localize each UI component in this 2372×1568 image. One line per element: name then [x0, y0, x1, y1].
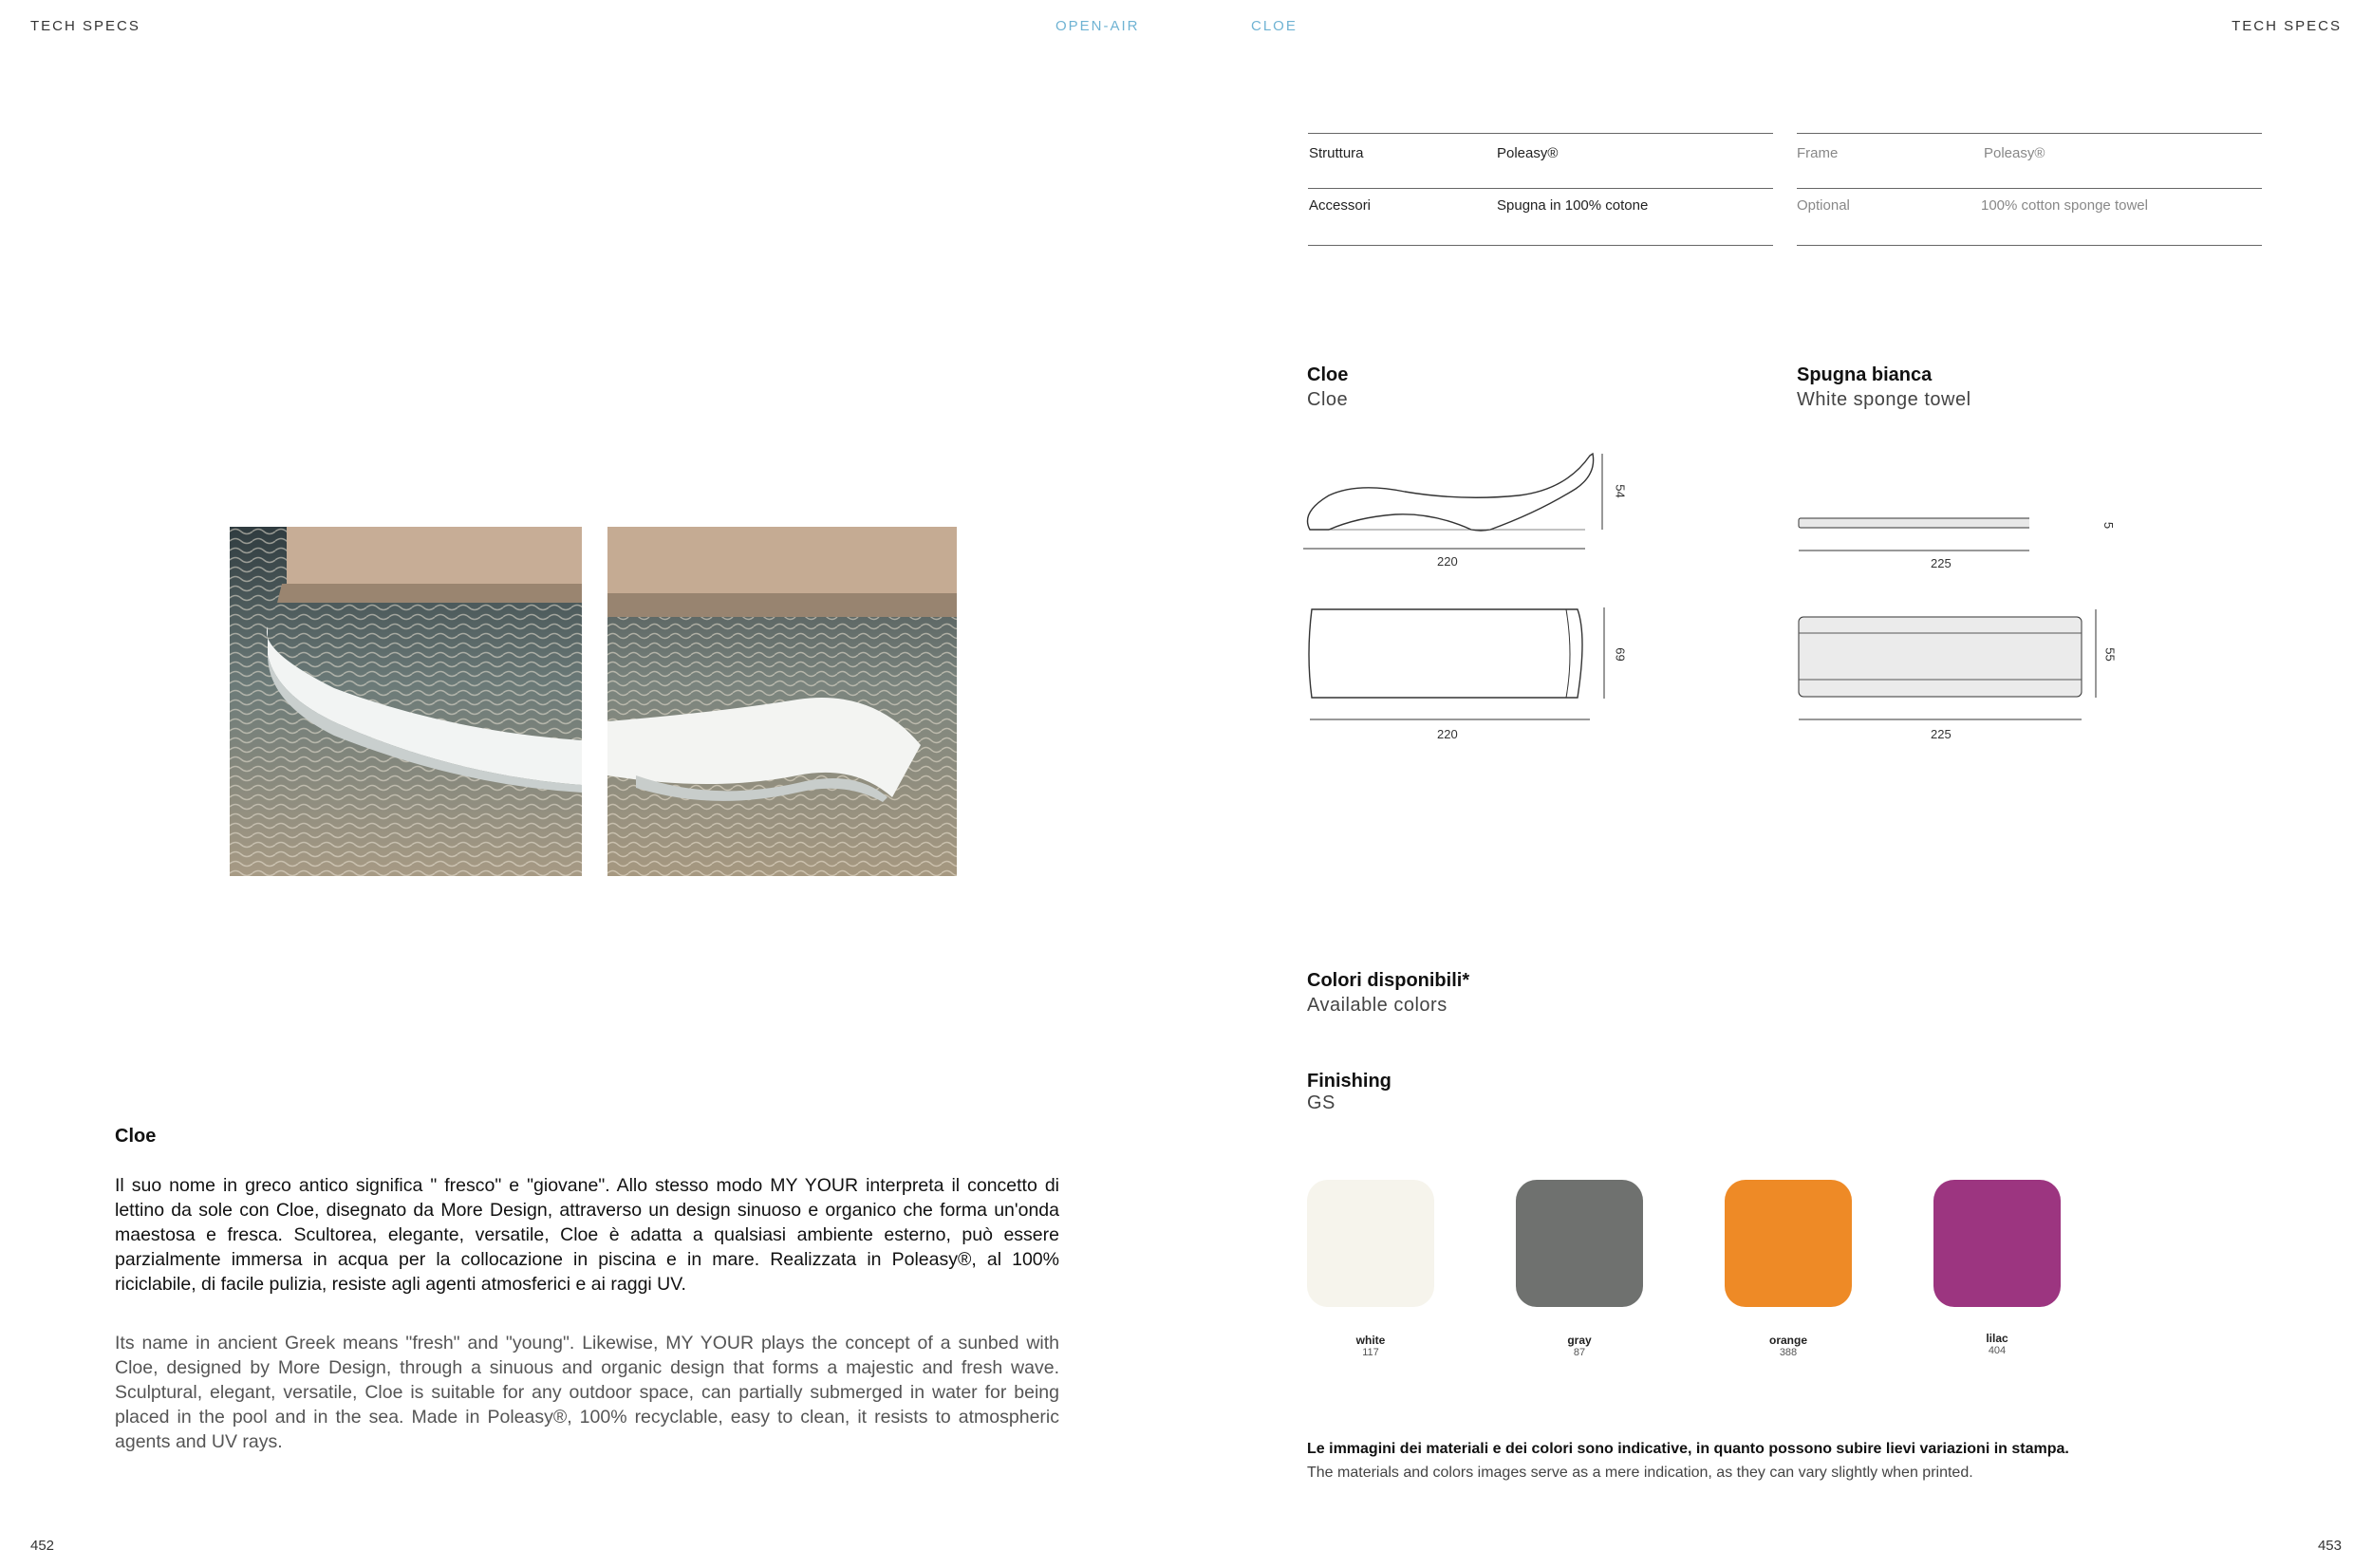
towel-top-outline — [1799, 617, 2082, 697]
cloe-side-profile — [1308, 454, 1594, 531]
page-number-left: 452 — [30, 1538, 55, 1554]
header-section[interactable]: OPEN-AIR — [1055, 18, 1140, 34]
product-towel-title: Spugna bianca — [1797, 364, 1933, 385]
disclaimer-english: The materials and colors images serve as a mere indication, as they can vary slightly when printed. — [1307, 1465, 1973, 1481]
cloe-top-depth-label: 69 — [1613, 647, 1628, 662]
swatch-name: gray — [1567, 1334, 1592, 1347]
product-towel-subtitle: White sponge towel — [1797, 389, 1971, 410]
spec-label: Frame — [1797, 145, 1839, 161]
spec-label: Accessori — [1309, 197, 1372, 214]
swatch-white[interactable] — [1307, 1180, 1434, 1307]
disclaimer-italian: Le immagini dei materiali e dei colori sono indicative, in quanto possono subire lievi variazioni in stampa. — [1307, 1441, 2069, 1457]
towel-top-width-label: 225 — [1931, 727, 1952, 741]
swatch-orange[interactable] — [1725, 1180, 1852, 1307]
description-title: Cloe — [115, 1126, 157, 1147]
product-photo-1 — [230, 527, 582, 876]
finishing-value: GS — [1307, 1092, 1335, 1113]
spec-value: 100% cotton sponge towel — [1981, 197, 2148, 214]
swatch-code: 404 — [1988, 1345, 2007, 1356]
swatch-lilac[interactable] — [1933, 1180, 2061, 1307]
colors-title: Colori disponibili* — [1307, 970, 1470, 991]
spec-value: Poleasy® — [1984, 145, 2045, 161]
spec-label: Struttura — [1309, 145, 1364, 161]
spec-value: Poleasy® — [1497, 145, 1559, 161]
description-english: Its name in ancient Greek means "fresh" and "young". Likewise, MY YOUR plays the concept of a sunbed with Cloe, designed by More Design, through a sinuous and organic design that forms a majestic and fresh wave. Sculptural, elegant, versatile, Cloe is suitable for any outdoor space, can partially submerged in water for being placed in the pool and in the sea. Made in Poleasy®, 100% recyclable, easy to clean, it resists to atmospheric agents and UV rays. — [115, 1333, 1059, 1452]
towel-top-depth-label: 55 — [2102, 647, 2118, 662]
swatch-code: 87 — [1573, 1347, 1586, 1358]
swatch-name: lilac — [1986, 1332, 2008, 1345]
finishing-label: Finishing — [1307, 1071, 1391, 1092]
swatch-gray[interactable] — [1516, 1180, 1643, 1307]
colors-subtitle: Available colors — [1307, 995, 1447, 1016]
swatch-name: white — [1355, 1334, 1386, 1347]
towel-top-drawing — [1792, 503, 2115, 750]
product-cloe-subtitle: Cloe — [1307, 389, 1349, 410]
swatch-code: 117 — [1362, 1347, 1379, 1358]
page-number-right: 453 — [2317, 1538, 2342, 1554]
table-rule — [1797, 188, 2262, 189]
table-rule — [1797, 245, 2262, 246]
cloe-side-width-label: 220 — [1437, 554, 1458, 569]
header-right: TECH SPECS — [2232, 18, 2342, 34]
product-cloe-title: Cloe — [1307, 364, 1349, 385]
cloe-drawings — [1300, 446, 1633, 750]
header-left: TECH SPECS — [30, 18, 140, 34]
spec-label: Optional — [1797, 197, 1850, 214]
table-rule — [1797, 133, 2262, 134]
description-italian: Il suo nome in greco antico significa " fresco" e "giovane". Allo stesso modo MY YOUR interpreta il concetto di lettino da sole con Cloe, disegnato da More Design, attraverso un design sinuoso e organico che forma un'onda maestosa e fresca. Scultorea, elegante, versatile, Cloe è adatta a qualsiasi ambiente esterno, può essere parzialmente immersa in acqua per la collocazione in piscina e in mare. Realizzata in Poleasy®, al 100% riciclabile, di facile pulizia, resiste agli agenti atmosferici e ai raggi UV. — [115, 1175, 1059, 1295]
cloe-side-height-label: 54 — [1613, 484, 1628, 498]
swatch-code: 388 — [1779, 1347, 1798, 1358]
cloe-top-width-label: 220 — [1437, 727, 1458, 741]
cloe-top-fold — [1566, 609, 1570, 698]
table-rule — [1308, 245, 1773, 246]
product-photo-2 — [607, 527, 957, 876]
swatch-name: orange — [1768, 1334, 1807, 1347]
towel-side-width-label: 225 — [1931, 556, 1952, 570]
table-rule — [1308, 133, 1773, 134]
table-rule — [1308, 188, 1773, 189]
header-product[interactable]: CLOE — [1251, 18, 1298, 34]
spec-value: Spugna in 100% cotone — [1497, 197, 1649, 214]
cloe-top-outline — [1309, 609, 1582, 698]
towel-side-height-label: 5 — [2101, 521, 2117, 530]
